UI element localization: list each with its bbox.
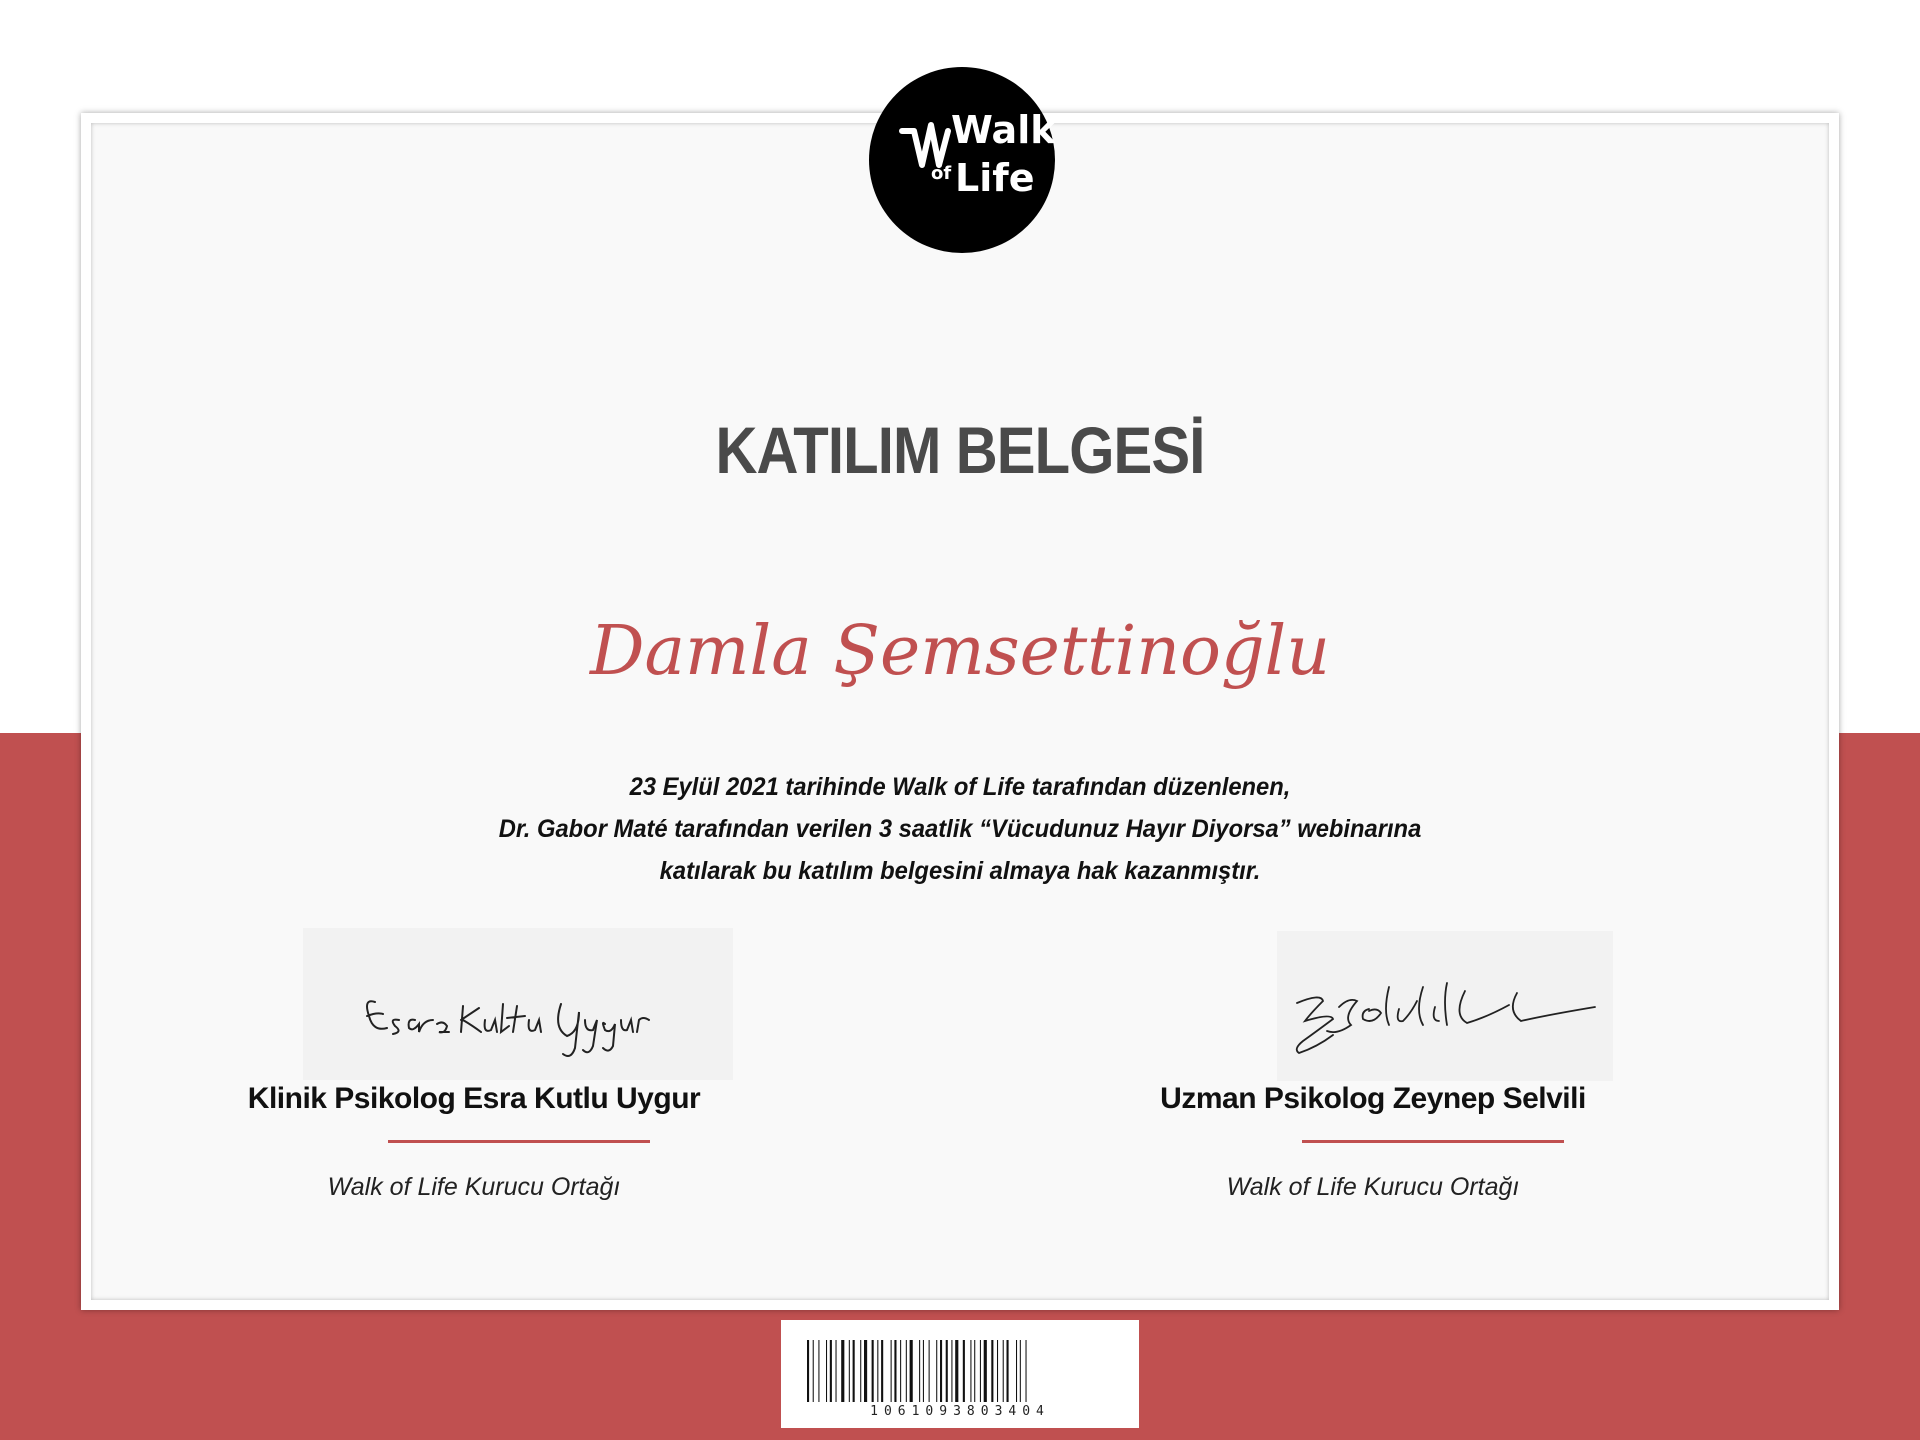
barcode-bar — [1003, 1340, 1004, 1402]
body-line-1: 23 Eylül 2021 tarihinde Walk of Life tarafından düzenlenen, — [629, 773, 1291, 801]
barcode-bar — [936, 1340, 937, 1402]
barcode-bar — [1026, 1340, 1027, 1402]
barcode-bar — [864, 1340, 867, 1402]
barcode-bar — [836, 1340, 837, 1402]
certificate-card — [81, 113, 1839, 1310]
signature-zeynep-text: zselvili — [1277, 931, 1280, 932]
barcode-bar — [849, 1340, 850, 1402]
signature-zeynep-image — [1277, 931, 1613, 1081]
body-line-2: Dr. Gabor Maté tarafından verilen 3 saatlik “Vücudunuz Hayır Diyorsa” webinarına — [498, 815, 1422, 843]
signer-role-right: Walk of Life Kurucu Ortağı — [1226, 1173, 1520, 1201]
signature-divider-left — [388, 1140, 650, 1143]
logo-word-walk: Walk — [951, 108, 1055, 152]
walk-of-life-logo-icon — [869, 67, 1055, 253]
barcode-bar — [974, 1340, 975, 1402]
barcode-bar — [919, 1340, 920, 1402]
barcode-bar — [923, 1340, 924, 1402]
signer-role-left: Walk of Life Kurucu Ortağı — [327, 1173, 621, 1201]
barcode-bar — [853, 1340, 855, 1402]
barcode-bar — [991, 1340, 993, 1402]
signature-divider-right — [1302, 1140, 1564, 1143]
barcode-bar — [830, 1340, 832, 1402]
barcode-bars-icon — [807, 1340, 1113, 1408]
body-line-3: katılarak bu katılım belgesini almaya hak kazanmıştır. — [659, 857, 1261, 885]
barcode-bar — [818, 1340, 819, 1402]
barcode-bar — [984, 1340, 987, 1402]
barcode-bar — [980, 1340, 981, 1402]
signer-name-right: Uzman Psikolog Zeynep Selvili — [1160, 1082, 1586, 1115]
barcode-bar — [970, 1340, 971, 1402]
barcode-bar — [877, 1340, 878, 1402]
barcode-bar — [906, 1340, 907, 1402]
barcode-bar — [946, 1340, 948, 1402]
barcode-bar — [963, 1340, 965, 1402]
barcode-bar — [841, 1340, 844, 1402]
barcode-bar — [860, 1340, 861, 1402]
signer-name-left: Klinik Psikolog Esra Kutlu Uygur — [247, 1082, 701, 1115]
barcode-bar — [997, 1340, 998, 1402]
barcode-bar — [940, 1340, 942, 1402]
barcode-bar — [1007, 1340, 1009, 1402]
certificate-body — [0, 766, 1920, 892]
certificate-title: KATILIM BELGESİ — [715, 413, 1205, 487]
barcode-bar — [872, 1340, 874, 1402]
barcode-bar — [1020, 1340, 1021, 1402]
barcode-bar — [894, 1340, 896, 1402]
barcode — [781, 1320, 1139, 1428]
barcode-bar — [813, 1340, 814, 1402]
barcode-bar — [826, 1340, 827, 1402]
barcode-bar — [807, 1340, 809, 1402]
barcode-bar — [1016, 1340, 1017, 1402]
barcode-bar — [951, 1340, 952, 1402]
barcode-bar — [881, 1340, 883, 1402]
logo-word-of: of — [931, 163, 952, 184]
barcode-bar — [891, 1340, 892, 1402]
logo-word-life: Life — [955, 156, 1035, 200]
signature-esra-text: Esra Kutlu Uygur — [303, 928, 311, 929]
barcode-bar — [910, 1340, 913, 1402]
barcode-number: 1061093803404 — [870, 1404, 1050, 1419]
signature-esra-image — [303, 928, 733, 1080]
barcode-bar — [929, 1340, 930, 1402]
recipient-name: Damla Şemsettinoğlu — [589, 612, 1331, 691]
barcode-bar — [955, 1340, 958, 1402]
certificate-inner — [91, 123, 1829, 1300]
barcode-bar — [900, 1340, 901, 1402]
